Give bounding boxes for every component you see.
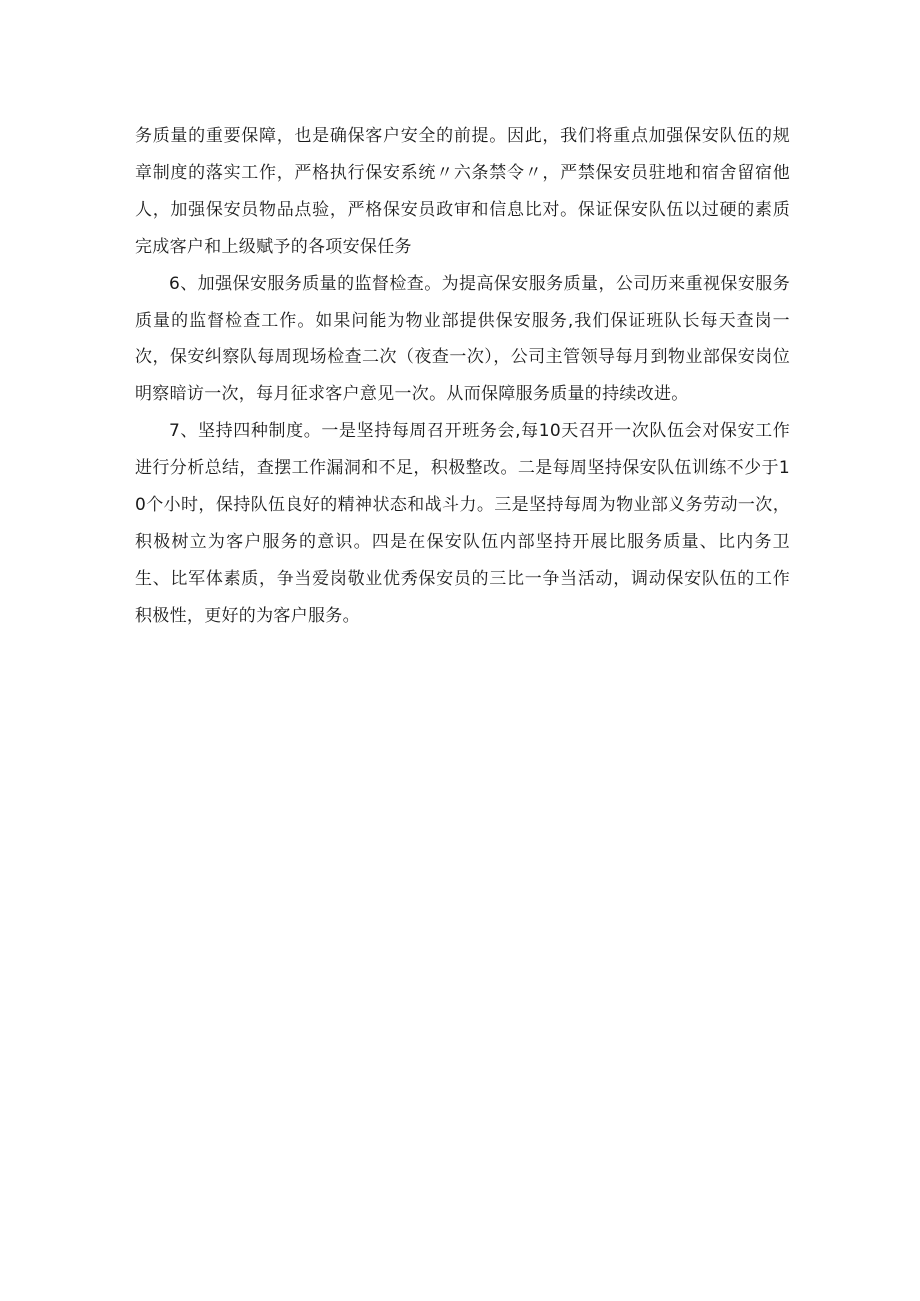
paragraph-continued: 务质量的重要保障，也是确保客户安全的前提。因此，我们将重点加强保安队伍的规章制度的落实工作，严格执行保安系统〃六条禁令〃，严禁保安员驻地和宿舍留宿他人，加强保安员物品点验，严格保安员政审和信息比对。保证保安队伍以过硬的素质完成客户和上级赋予的各项安保任务 xyxy=(135,126,790,257)
paragraph-item-7: 7、坚持四种制度。一是坚持每周召开班务会,每10天召开一次队伍会对保安工作进行分析总结，查摆工作漏洞和不足，积极整改。二是每周坚持保安队伍训练不少于10个小时，保持队伍良好的精神状态和战斗力。三是坚持每周为物业部义务劳动一次，积极树立为客户服务的意识。四是在保安队伍内部坚持开展比服务质量、比内务卫生、比军体素质，争当爱岗敬业优秀保安员的三比一争当活动，调动保安队伍的工作积极性，更好的为客户服务。 xyxy=(135,421,790,626)
paragraph-item-6: 6、加强保安服务质量的监督检查。为提高保安服务质量，公司历来重视保安服务质量的监督检查工作。如果问能为物业部提供保安服务,我们保证班队长每天查岗一次，保安纠察队每周现场检查二次（夜查一次），公司主管领导每月到物业部保安岗位明察暗访一次，每月征求客户意见一次。从而保障服务质量的持续改进。 xyxy=(135,273,790,405)
document-body xyxy=(135,118,790,635)
